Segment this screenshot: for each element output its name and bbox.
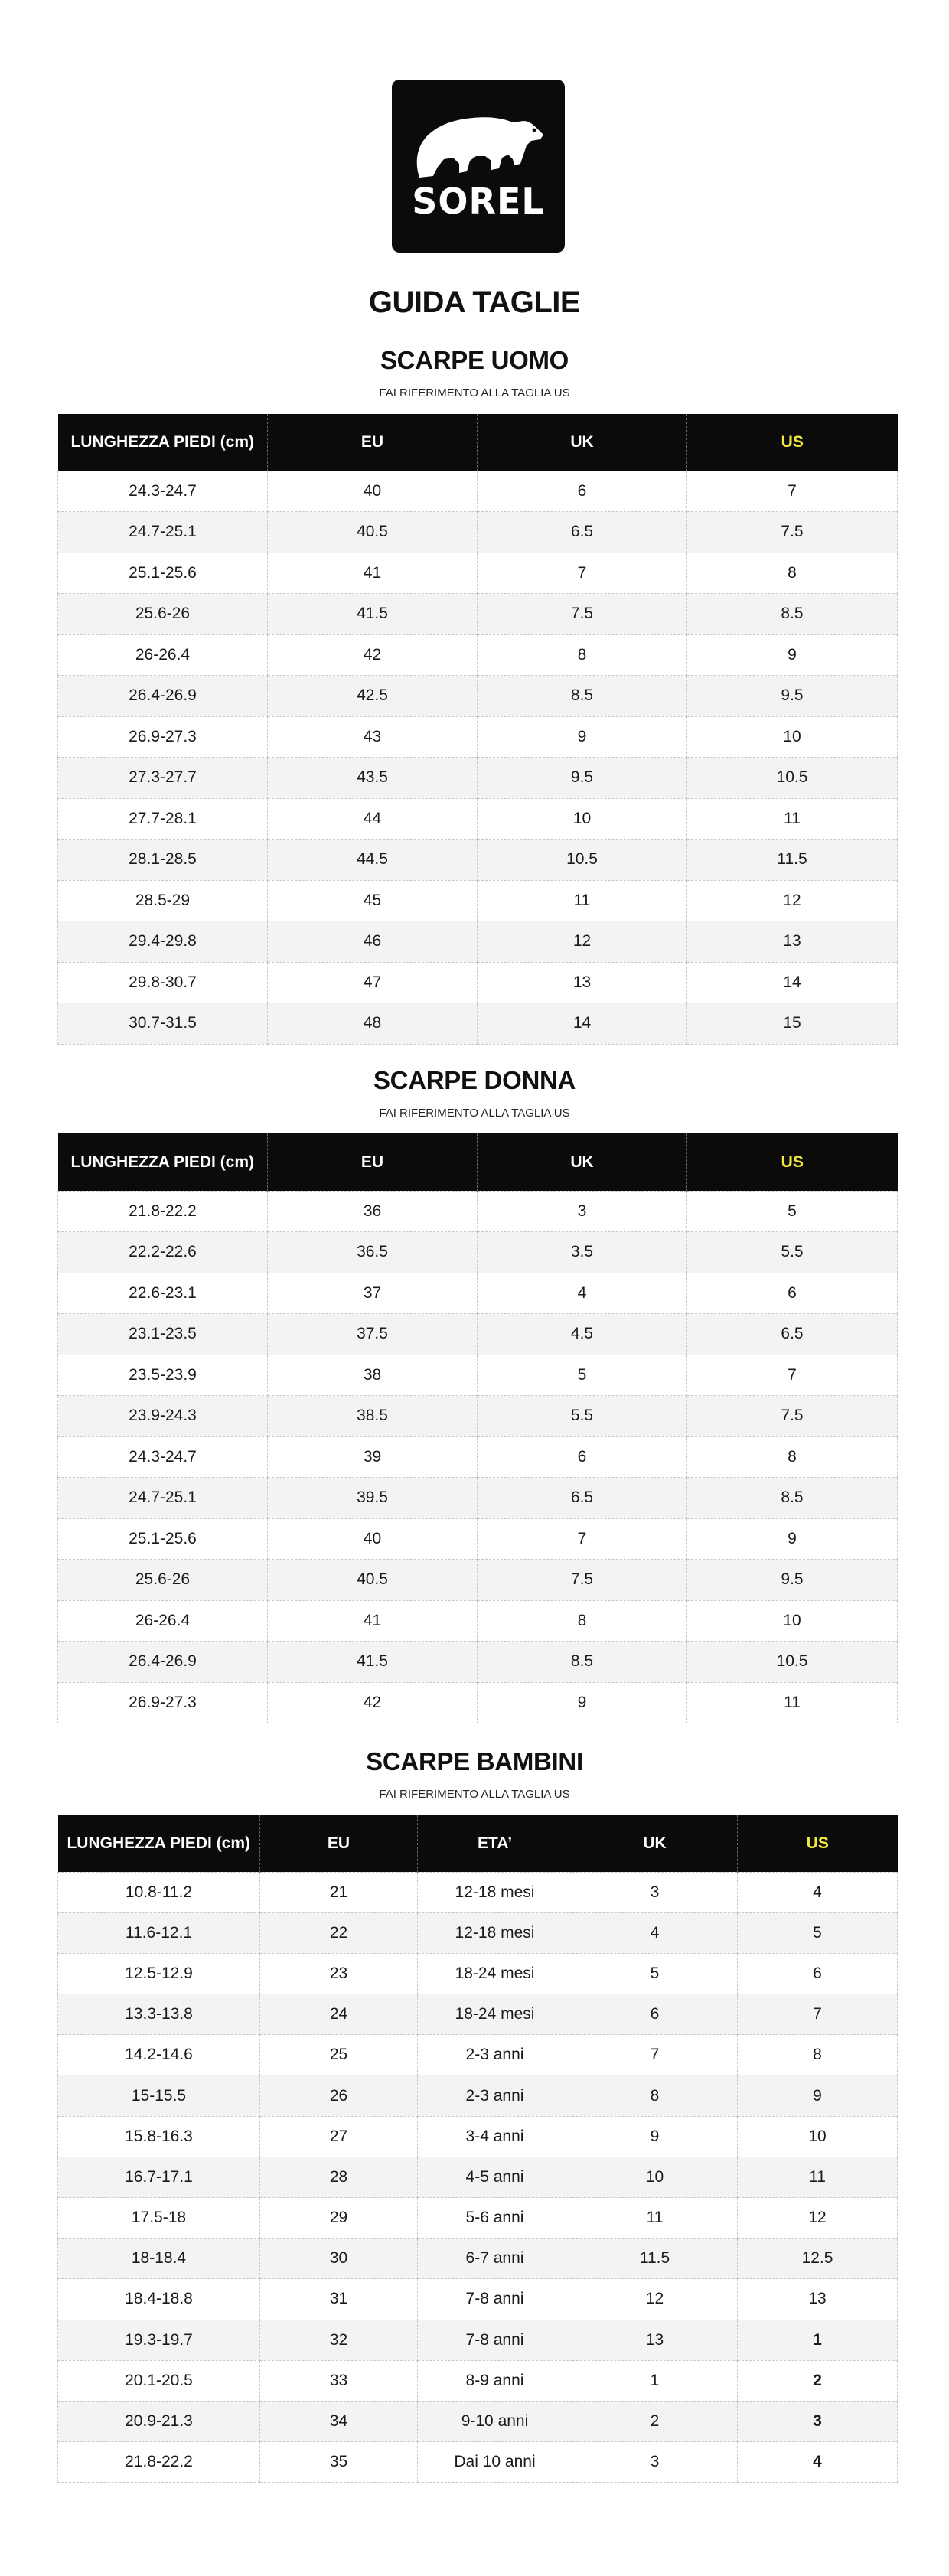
table-cell: 7-8 anni [418, 2279, 572, 2320]
column-header: UK [478, 414, 687, 471]
table-cell: Dai 10 anni [418, 2442, 572, 2483]
table-row [58, 1478, 898, 1519]
table-cell: 3.5 [478, 1232, 687, 1273]
table-cell: 4 [572, 1912, 738, 1953]
table-cell: 22 [260, 1912, 418, 1953]
table-cell: 7.5 [687, 1396, 898, 1437]
table-cell: 26.9-27.3 [58, 716, 268, 758]
table-cell: 27.7-28.1 [58, 798, 268, 840]
men-size-table [57, 414, 898, 1045]
table-cell: 7.5 [478, 1560, 687, 1601]
table-cell: 9 [738, 2075, 898, 2116]
table-cell: 34 [260, 2401, 418, 2441]
table-cell: 23.1-23.5 [58, 1314, 268, 1355]
table-cell: 8.5 [687, 594, 898, 635]
table-cell: 41.5 [268, 594, 478, 635]
table-cell: 9-10 anni [418, 2401, 572, 2441]
table-cell: 47 [268, 962, 478, 1003]
table-cell: 39 [268, 1436, 478, 1478]
kids-section-title: SCARPE BAMBINI [366, 1747, 583, 1775]
table-row [58, 594, 898, 635]
table-cell: 27 [260, 2116, 418, 2157]
table-cell: 12-18 mesi [418, 1912, 572, 1953]
table-cell: 20.1-20.5 [58, 2360, 260, 2401]
column-header: LUNGHEZZA PIEDI (cm) [58, 1815, 260, 1872]
table-cell: 22.6-23.1 [58, 1273, 268, 1314]
table-cell: 10.5 [478, 840, 687, 881]
column-header: US [687, 1133, 898, 1191]
table-cell: 10.8-11.2 [58, 1872, 260, 1912]
table-cell: 31 [260, 2279, 418, 2320]
table-cell: 12 [687, 880, 898, 921]
table-cell: 11.5 [687, 840, 898, 881]
column-header: UK [572, 1815, 738, 1872]
table-row [58, 716, 898, 758]
table-row [58, 1642, 898, 1683]
table-cell: 14 [478, 1003, 687, 1045]
table-cell: 7.5 [687, 512, 898, 553]
table-cell: 6 [738, 1953, 898, 1994]
table-cell: 10 [478, 798, 687, 840]
table-cell: 12 [478, 921, 687, 963]
table-row [58, 1232, 898, 1273]
table-cell: 32 [260, 2320, 418, 2360]
column-header: ETA’ [418, 1815, 572, 1872]
table-cell: 41.5 [268, 1642, 478, 1683]
table-cell: 24.7-25.1 [58, 512, 268, 553]
table-cell: 30.7-31.5 [58, 1003, 268, 1045]
table-row [58, 2157, 898, 2197]
table-row [58, 2035, 898, 2075]
table-cell: 7 [687, 471, 898, 512]
table-cell: 23 [260, 1953, 418, 1994]
table-cell: 25.6-26 [58, 1560, 268, 1601]
table-cell: 26-26.4 [58, 1600, 268, 1642]
table-row [58, 676, 898, 717]
table-cell: 9 [687, 1518, 898, 1560]
column-header: EU [260, 1815, 418, 1872]
table-cell: 3 [738, 2401, 898, 2441]
table-cell: 44 [268, 798, 478, 840]
sorel-logo [392, 80, 565, 253]
table-row [58, 553, 898, 594]
table-row [58, 840, 898, 881]
table-cell: 8.5 [687, 1478, 898, 1519]
table-cell: 9.5 [478, 758, 687, 799]
table-cell: 24.7-25.1 [58, 1478, 268, 1519]
table-row [58, 1191, 898, 1232]
table-row [58, 2279, 898, 2320]
kids-size-table [57, 1815, 898, 2483]
table-cell: 11.6-12.1 [58, 1912, 260, 1953]
table-cell: 28 [260, 2157, 418, 2197]
table-cell: 42 [268, 1682, 478, 1723]
table-cell: 26-26.4 [58, 634, 268, 676]
column-header: UK [478, 1133, 687, 1191]
table-cell: 6 [687, 1273, 898, 1314]
table-row [58, 2239, 898, 2279]
table-cell: 10 [572, 2157, 738, 2197]
table-row [58, 1518, 898, 1560]
column-header: US [738, 1815, 898, 1872]
table-cell: 28.1-28.5 [58, 840, 268, 881]
table-row [58, 1953, 898, 1994]
table-cell: 12-18 mesi [418, 1872, 572, 1912]
table-cell: 36.5 [268, 1232, 478, 1273]
table-cell: 24 [260, 1994, 418, 2035]
table-cell: 11 [572, 2198, 738, 2239]
table-row [58, 1314, 898, 1355]
men-section-title: SCARPE UOMO [380, 346, 569, 374]
table-cell: 9 [478, 1682, 687, 1723]
table-cell: 5-6 anni [418, 2198, 572, 2239]
table-cell: 5 [738, 1912, 898, 1953]
table-cell: 40 [268, 471, 478, 512]
table-cell: 12.5-12.9 [58, 1953, 260, 1994]
men-section-subtitle: FAI RIFERIMENTO ALLA TAGLIA US [379, 386, 570, 399]
table-cell: 6 [478, 471, 687, 512]
table-cell: 10.5 [687, 758, 898, 799]
table-cell: 27.3-27.7 [58, 758, 268, 799]
table-cell: 2 [572, 2401, 738, 2441]
table-row [58, 1872, 898, 1912]
table-row [58, 1355, 898, 1396]
table-row [58, 1436, 898, 1478]
column-header: LUNGHEZZA PIEDI (cm) [58, 414, 268, 471]
table-cell: 40 [268, 1518, 478, 1560]
table-cell: 8.5 [478, 676, 687, 717]
table-cell: 25 [260, 2035, 418, 2075]
table-cell: 24.3-24.7 [58, 1436, 268, 1478]
table-cell: 7.5 [478, 594, 687, 635]
table-cell: 4 [478, 1273, 687, 1314]
table-row [58, 2401, 898, 2441]
table-cell: 9 [478, 716, 687, 758]
table-cell: 12 [572, 2279, 738, 2320]
table-cell: 11 [687, 798, 898, 840]
table-cell: 21 [260, 1872, 418, 1912]
table-cell: 38.5 [268, 1396, 478, 1437]
table-cell: 7 [687, 1355, 898, 1396]
table-cell: 10 [687, 716, 898, 758]
table-cell: 6 [572, 1994, 738, 2035]
table-cell: 24.3-24.7 [58, 471, 268, 512]
table-cell: 36 [268, 1191, 478, 1232]
table-cell: 9.5 [687, 1560, 898, 1601]
table-cell: 7 [478, 1518, 687, 1560]
table-row [58, 1003, 898, 1045]
table-cell: 33 [260, 2360, 418, 2401]
table-cell: 11 [738, 2157, 898, 2197]
table-cell: 35 [260, 2442, 418, 2483]
table-cell: 14 [687, 962, 898, 1003]
table-cell: 6.5 [478, 1478, 687, 1519]
table-cell: 11 [687, 1682, 898, 1723]
table-row [58, 1600, 898, 1642]
table-cell: 41 [268, 1600, 478, 1642]
table-cell: 19.3-19.7 [58, 2320, 260, 2360]
table-cell: 40.5 [268, 512, 478, 553]
table-cell: 9 [687, 634, 898, 676]
table-row [58, 1560, 898, 1601]
table-cell: 43.5 [268, 758, 478, 799]
women-section-subtitle: FAI RIFERIMENTO ALLA TAGLIA US [379, 1107, 570, 1120]
table-cell: 1 [572, 2360, 738, 2401]
table-cell: 5 [478, 1355, 687, 1396]
table-cell: 16.7-17.1 [58, 2157, 260, 2197]
women-size-table [57, 1133, 898, 1723]
table-cell: 3 [572, 1872, 738, 1912]
polar-bear-icon [412, 110, 545, 181]
table-row [58, 2360, 898, 2401]
table-row [58, 2198, 898, 2239]
table-cell: 10.5 [687, 1642, 898, 1683]
table-cell: 15 [687, 1003, 898, 1045]
table-cell: 4.5 [478, 1314, 687, 1355]
table-cell: 5.5 [687, 1232, 898, 1273]
table-cell: 10 [738, 2116, 898, 2157]
table-cell: 9.5 [687, 676, 898, 717]
table-cell: 3 [478, 1191, 687, 1232]
table-cell: 6-7 anni [418, 2239, 572, 2279]
table-cell: 18-24 mesi [418, 1994, 572, 2035]
table-cell: 38 [268, 1355, 478, 1396]
table-cell: 6.5 [687, 1314, 898, 1355]
table-cell: 43 [268, 716, 478, 758]
table-row [58, 1396, 898, 1437]
table-cell: 2 [738, 2360, 898, 2401]
page-title: GUIDA TAGLIE [368, 285, 581, 319]
table-cell: 41 [268, 553, 478, 594]
column-header: US [687, 414, 898, 471]
table-cell: 18.4-18.8 [58, 2279, 260, 2320]
table-row [58, 798, 898, 840]
table-cell: 4 [738, 1872, 898, 1912]
table-cell: 8 [738, 2035, 898, 2075]
table-cell: 8 [478, 634, 687, 676]
table-cell: 2-3 anni [418, 2035, 572, 2075]
table-cell: 26.4-26.9 [58, 676, 268, 717]
table-cell: 18-24 mesi [418, 1953, 572, 1994]
table-row [58, 2442, 898, 2483]
table-cell: 2-3 anni [418, 2075, 572, 2116]
table-cell: 22.2-22.6 [58, 1232, 268, 1273]
table-cell: 6 [478, 1436, 687, 1478]
table-cell: 23.9-24.3 [58, 1396, 268, 1437]
table-cell: 21.8-22.2 [58, 1191, 268, 1232]
table-cell: 8 [478, 1600, 687, 1642]
table-row [58, 921, 898, 963]
table-cell: 7 [572, 2035, 738, 2075]
table-cell: 8-9 anni [418, 2360, 572, 2401]
table-cell: 25.6-26 [58, 594, 268, 635]
table-cell: 23.5-23.9 [58, 1355, 268, 1396]
table-cell: 25.1-25.6 [58, 553, 268, 594]
table-cell: 9 [572, 2116, 738, 2157]
women-section-title: SCARPE DONNA [373, 1066, 576, 1094]
table-cell: 15.8-16.3 [58, 2116, 260, 2157]
table-cell: 10 [687, 1600, 898, 1642]
table-cell: 7 [478, 553, 687, 594]
table-cell: 7 [738, 1994, 898, 2035]
table-cell: 5 [572, 1953, 738, 1994]
table-cell: 37.5 [268, 1314, 478, 1355]
table-row [58, 2075, 898, 2116]
table-row [58, 2320, 898, 2360]
table-row [58, 634, 898, 676]
table-cell: 3-4 anni [418, 2116, 572, 2157]
table-cell: 39.5 [268, 1478, 478, 1519]
table-cell: 42 [268, 634, 478, 676]
table-cell: 44.5 [268, 840, 478, 881]
table-cell: 40.5 [268, 1560, 478, 1601]
table-cell: 13 [572, 2320, 738, 2360]
table-cell: 3 [572, 2442, 738, 2483]
table-cell: 5.5 [478, 1396, 687, 1437]
table-cell: 20.9-21.3 [58, 2401, 260, 2441]
table-row [58, 1912, 898, 1953]
table-cell: 13.3-13.8 [58, 1994, 260, 2035]
table-cell: 1 [738, 2320, 898, 2360]
kids-section-subtitle: FAI RIFERIMENTO ALLA TAGLIA US [379, 1788, 570, 1801]
table-cell: 8 [687, 1436, 898, 1478]
table-row [58, 962, 898, 1003]
table-cell: 8 [572, 2075, 738, 2116]
table-cell: 6.5 [478, 512, 687, 553]
table-cell: 12 [738, 2198, 898, 2239]
table-cell: 18-18.4 [58, 2239, 260, 2279]
table-row [58, 1994, 898, 2035]
table-cell: 12.5 [738, 2239, 898, 2279]
table-cell: 15-15.5 [58, 2075, 260, 2116]
table-cell: 48 [268, 1003, 478, 1045]
table-cell: 14.2-14.6 [58, 2035, 260, 2075]
column-header: EU [268, 414, 478, 471]
table-cell: 4 [738, 2442, 898, 2483]
table-cell: 17.5-18 [58, 2198, 260, 2239]
table-cell: 8 [687, 553, 898, 594]
table-cell: 26.4-26.9 [58, 1642, 268, 1683]
column-header: EU [268, 1133, 478, 1191]
table-cell: 7-8 anni [418, 2320, 572, 2360]
table-cell: 11.5 [572, 2239, 738, 2279]
table-row [58, 471, 898, 512]
table-cell: 13 [687, 921, 898, 963]
table-cell: 29 [260, 2198, 418, 2239]
table-cell: 29.8-30.7 [58, 962, 268, 1003]
table-cell: 30 [260, 2239, 418, 2279]
table-cell: 37 [268, 1273, 478, 1314]
table-cell: 29.4-29.8 [58, 921, 268, 963]
table-row [58, 2116, 898, 2157]
table-row [58, 758, 898, 799]
table-cell: 25.1-25.6 [58, 1518, 268, 1560]
table-cell: 42.5 [268, 676, 478, 717]
table-cell: 45 [268, 880, 478, 921]
table-cell: 11 [478, 880, 687, 921]
column-header: LUNGHEZZA PIEDI (cm) [58, 1133, 268, 1191]
table-cell: 5 [687, 1191, 898, 1232]
table-cell: 13 [738, 2279, 898, 2320]
table-row [58, 1682, 898, 1723]
table-cell: 28.5-29 [58, 880, 268, 921]
table-cell: 8.5 [478, 1642, 687, 1683]
table-cell: 21.8-22.2 [58, 2442, 260, 2483]
table-cell: 4-5 anni [418, 2157, 572, 2197]
brand-wordmark: SOREL [412, 181, 545, 222]
table-cell: 13 [478, 962, 687, 1003]
table-cell: 26 [260, 2075, 418, 2116]
table-row [58, 512, 898, 553]
table-cell: 46 [268, 921, 478, 963]
table-row [58, 1273, 898, 1314]
table-row [58, 880, 898, 921]
table-cell: 26.9-27.3 [58, 1682, 268, 1723]
